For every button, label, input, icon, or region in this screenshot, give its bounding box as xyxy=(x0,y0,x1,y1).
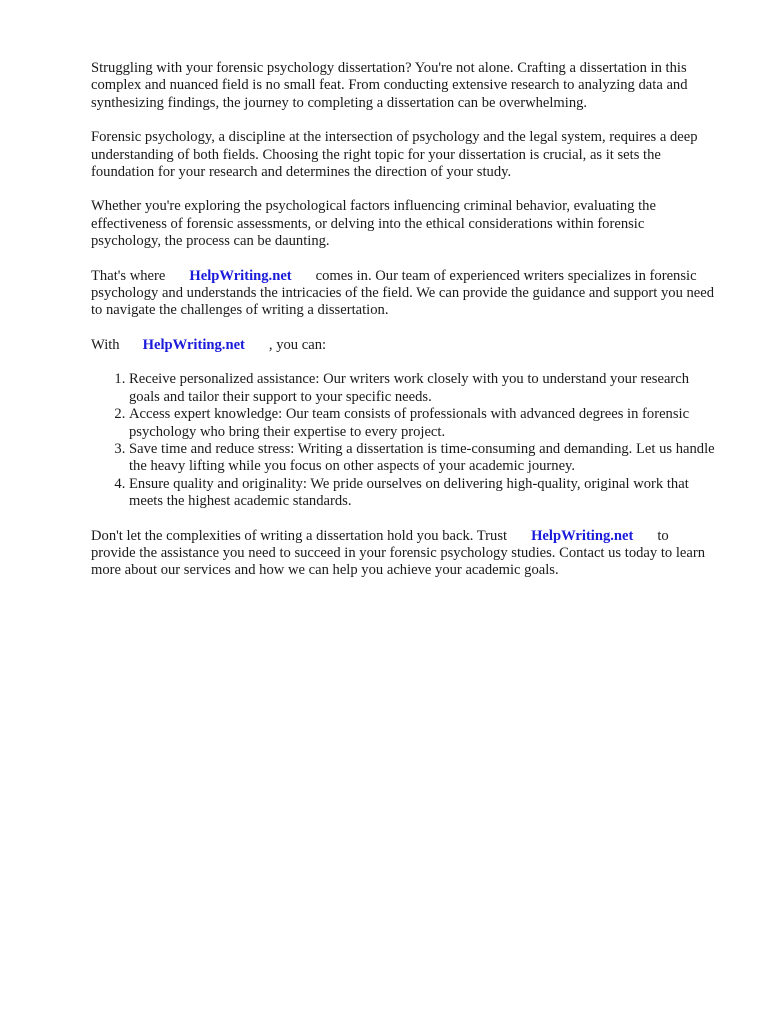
list-item: 1. Receive personalized assistance: Our writers work closely with you to understand your research goals and tailor their support to your specific needs. xyxy=(129,371,715,406)
benefits-text-before: With xyxy=(91,336,120,353)
intro-paragraph: Struggling with your forensic psychology dissertation? You're not alone. Crafting a dissertation in this complex and nuanced field is no small feat. From conducting extensive research to analyzing data and synthesizing findings, the journey to completing a dissertation can be overwhelming. xyxy=(91,60,688,111)
benefits-text-after: , you can: xyxy=(268,336,327,353)
list-item: 3. Save time and reduce stress: Writing a dissertation is time-consuming and demanding. Let us handle the heavy lifting while you focus on other aspects of your academic journey. xyxy=(129,441,715,476)
service-text-after: comes in. Our team of experienced writers specializes in forensic psychology and understands the intricacies of the field. We can provide the guidance and support you need to navigate the challenges of writing a dissertation. xyxy=(91,267,715,319)
closing-text-before: Don't let the complexities of writing a dissertation hold you back. Trust xyxy=(91,527,508,544)
process-paragraph: Whether you're exploring the psychological factors influencing criminal behavior, evaluating the effectiveness of forensic assessments, or delving into the ethical considerations within forensic psychology, the process can be daunting. xyxy=(91,198,656,250)
helpwriting-link-2[interactable]: HelpWriting.net xyxy=(142,336,245,353)
closing-text-after: to provide the assistance you need to succeed in your forensic psychology studies. Contact us today to learn more about our services and how we can help you achieve your academic goals. xyxy=(91,527,705,579)
helpwriting-link-3[interactable]: HelpWriting.net xyxy=(531,527,634,544)
list-item: 2. Access expert knowledge: Our team consists of professionals with advanced degrees in forensic psychology who bring their expertise to every project. xyxy=(129,406,715,441)
topic-paragraph: Forensic psychology, a discipline at the intersection of psychology and the legal system, requires a deep understanding of both fields. Choosing the right topic for your dissertation is crucial, as it sets the foundation for your research and determines the direction of your study. xyxy=(91,129,698,181)
document-body xyxy=(91,60,715,597)
service-paragraph xyxy=(91,268,715,320)
helpwriting-link-1[interactable]: HelpWriting.net xyxy=(189,267,292,284)
closing-paragraph xyxy=(91,528,715,580)
list-item: 4. Ensure quality and originality: We pride ourselves on delivering high-quality, original work that meets the highest academic standards. xyxy=(129,476,715,511)
benefits-intro-paragraph xyxy=(91,337,715,354)
service-text-before: That's where xyxy=(91,267,166,284)
benefits-list xyxy=(91,371,715,510)
